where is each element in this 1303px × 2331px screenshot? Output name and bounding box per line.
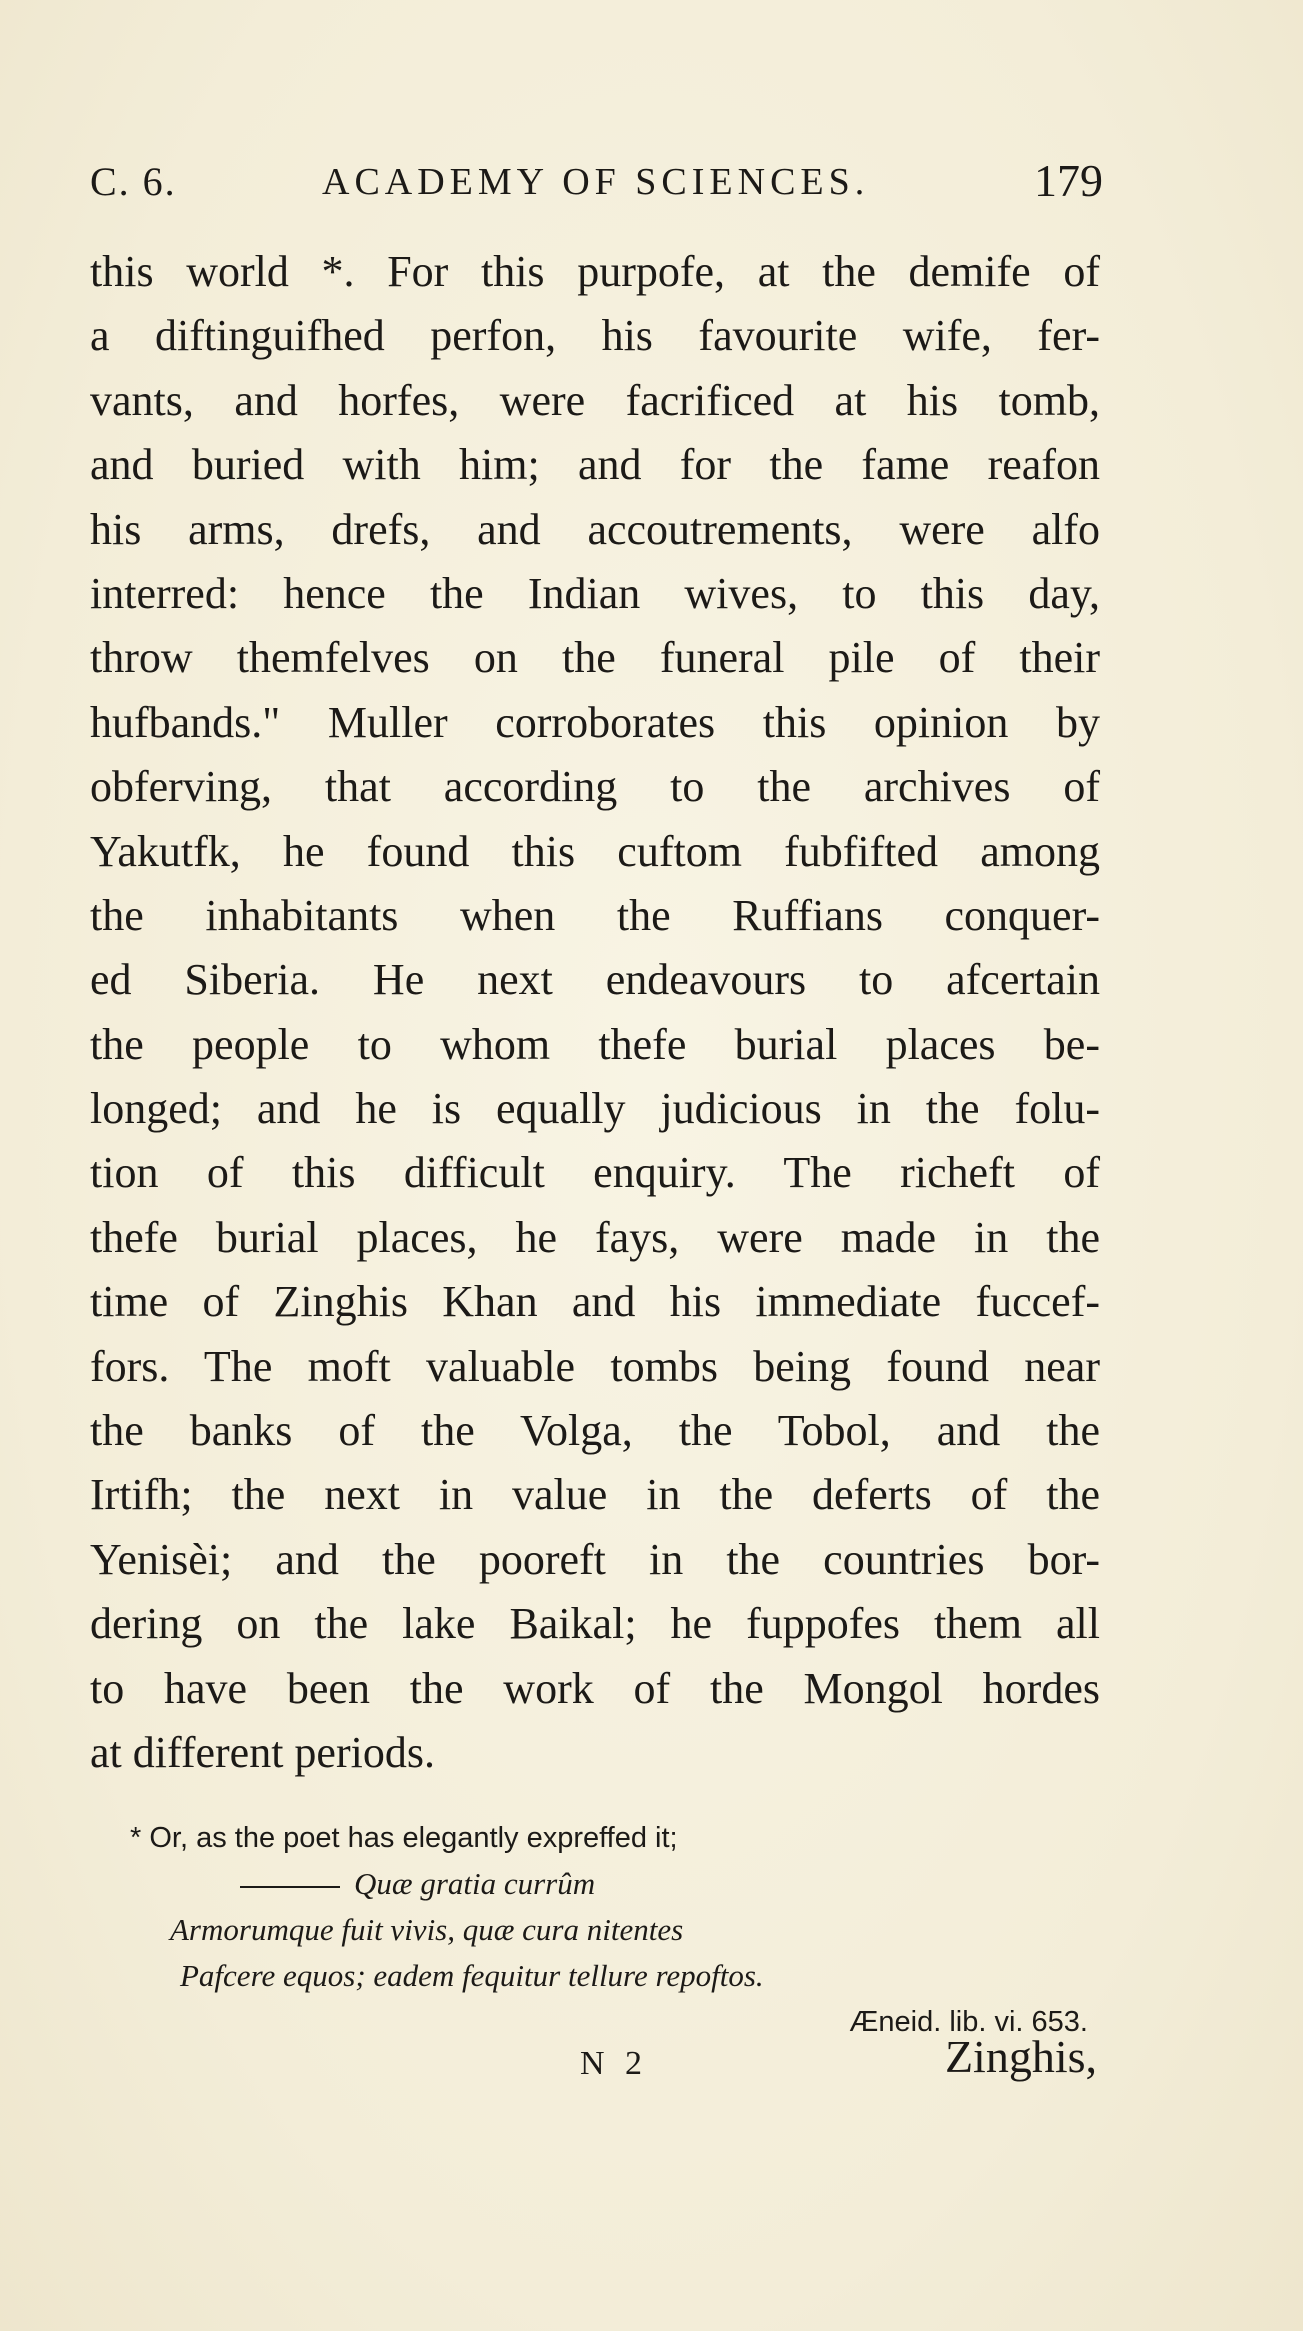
text-line: throw themfelves on the funeral pile of their — [90, 633, 1100, 683]
text-line: dering on the lake Baikal; he fuppofes them all — [90, 1599, 1100, 1649]
text-line: to have been the work of the Mongol hordes — [90, 1663, 1100, 1713]
text-line: Yakutfk, he found this cuftom fubfifted among — [90, 826, 1100, 876]
text-line: this world *. For this purpofe, at the demife of — [90, 247, 1100, 296]
footnote-source: Æneid. lib. vi. 653. — [849, 2006, 1088, 2038]
footnote-quote-lead-text: Quæ gratia currûm — [354, 1866, 596, 1901]
text-line: a diftinguifhed perfon, his favourite wife, fer- — [90, 311, 1100, 361]
quote-rule — [240, 1886, 340, 1888]
footnote — [90, 1815, 1100, 2045]
signature-mark: N 2 — [580, 2045, 649, 2082]
text-line: Irtifh; the next in value in the deferts of the — [90, 1470, 1100, 1520]
text-line: the people to whom thefe burial places be- — [90, 1019, 1100, 1069]
text-line: the banks of the Volga, the Tobol, and the — [90, 1406, 1100, 1456]
catchword: Zinghis, — [944, 2031, 1097, 2082]
text-line: Yenisèi; and the pooreft in the countries bor- — [90, 1534, 1100, 1584]
running-header — [90, 155, 1103, 214]
footnote-quote-lead — [90, 1861, 1100, 1907]
main-text — [90, 240, 1100, 1785]
text-line: obferving, that according to the archives of — [90, 762, 1100, 812]
text-line: ed Siberia. He next endeavours to afcertain — [90, 955, 1100, 1005]
footnote-intro: * Or, as the poet has elegantly expreffed it; — [130, 1822, 678, 1854]
text-line: thefe burial places, he fays, were made in the — [90, 1212, 1100, 1262]
text-line: time of Zinghis Khan and his immediate fuccef- — [90, 1277, 1100, 1327]
text-line: fors. The moft valuable tombs being found near — [90, 1341, 1100, 1391]
page-number: 179 — [1034, 155, 1103, 206]
text-line: his arms, drefs, and accoutrements, were alfo — [90, 504, 1100, 554]
text-line: the inhabitants when the Ruffians conquer- — [90, 890, 1100, 940]
text-line: longed; and he is equally judicious in the folu- — [90, 1084, 1100, 1134]
text-line: tion of this difficult enquiry. The richeft of — [90, 1148, 1100, 1198]
text-line: vants, and horfes, were facrificed at his tomb, — [90, 375, 1100, 425]
text-line: and buried with him; and for the fame reafon — [90, 440, 1100, 490]
text-line: hufbands." Muller corroborates this opinion by — [90, 697, 1100, 747]
chapter-label: C. 6. — [90, 159, 177, 204]
footnote-quote-line: Pafcere equos; eadem fequitur tellure repoftos. — [180, 1958, 764, 1993]
text-line: interred: hence the Indian wives, to this day, — [90, 568, 1100, 618]
footnote-quote-line: Armorumque fuit vivis, quæ cura nitentes — [170, 1912, 684, 1947]
text-line: at different periods. — [90, 1727, 435, 1777]
running-title: ACADEMY OF SCIENCES. — [322, 161, 870, 203]
